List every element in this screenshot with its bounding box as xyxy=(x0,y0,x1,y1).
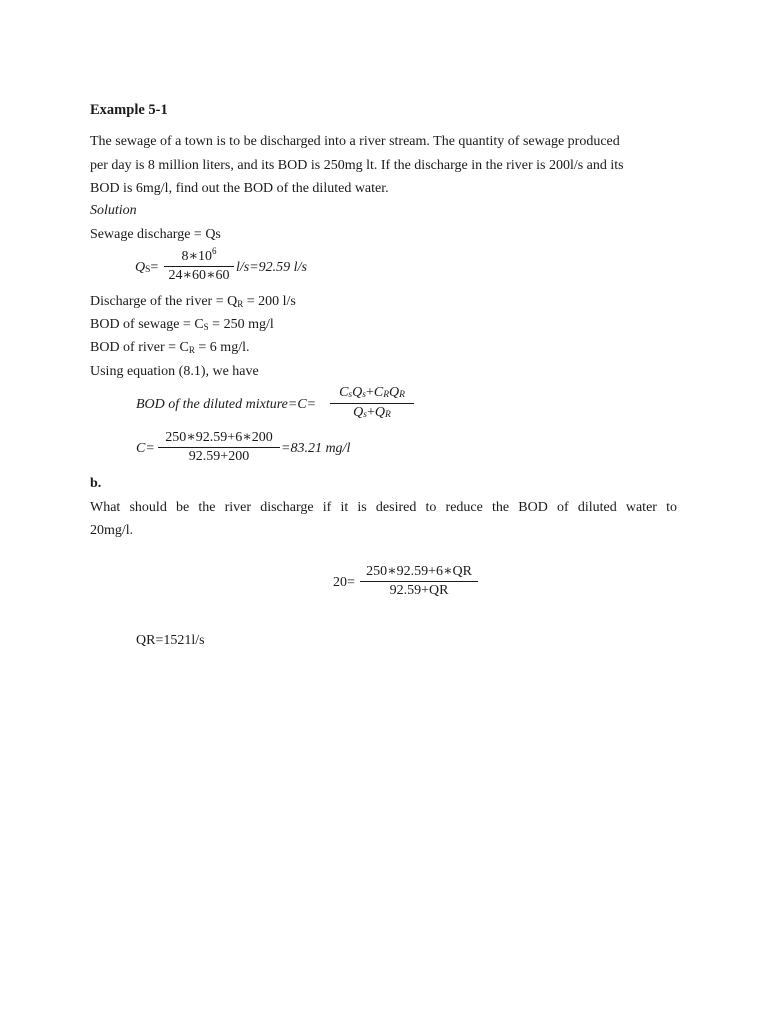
bod-river-line: BOD of river = $C_R = 6$ mg/l. xyxy=(90,340,250,355)
eq-bod-lhs: BOD of the diluted mixture=C= xyxy=(136,397,317,412)
eq-20-denominator: 92.59+QR xyxy=(389,583,449,598)
using-equation-line: Using equation (8.1), we have xyxy=(90,364,259,379)
bod-sewage-line: BOD of sewage = $C_S = 250$ mg/l xyxy=(90,317,274,332)
eq-qs-rhs: l/s=92.59 l/s xyxy=(236,260,307,275)
part-b-label: b. xyxy=(90,476,102,491)
eq-c-fraction xyxy=(158,430,280,465)
eq-bod-denominator: $Q_s+Q_R$ xyxy=(353,405,391,420)
eq-20-numerator: 250∗92.59+6∗QR xyxy=(366,564,472,579)
eq-bod-fraction xyxy=(330,385,414,422)
part-b-line: What should be the river discharge if it is desired to reduce the BOD of diluted water to xyxy=(90,499,677,515)
eq-c-numerator: 250∗92.59+6∗200 xyxy=(165,430,273,445)
eq-c-rhs: =83.21 mg/l xyxy=(281,441,351,456)
eq-c-lhs: C= xyxy=(136,441,155,456)
eq-bod-numerator: $C_sQ_s+C_RQ_R$ xyxy=(339,385,405,400)
part-b-question xyxy=(90,472,677,543)
eq-qs-fraction xyxy=(164,246,234,284)
problem-line: The sewage of a town is to be discharged into a river stream. The quantity of sewage produced xyxy=(90,134,620,149)
example-title: Example 5-1 xyxy=(90,102,168,118)
part-b-line: 20mg/l. xyxy=(90,523,134,538)
eq-20-fraction xyxy=(360,564,478,599)
problem-line: BOD is 6mg/l, find out the BOD of the diluted water. xyxy=(90,181,389,196)
eq-qs-denominator: 24∗60∗60 xyxy=(168,268,230,283)
answer-line: QR=1521l/s xyxy=(136,633,205,648)
problem-statement xyxy=(90,130,677,201)
eq-c-denominator: 92.59+200 xyxy=(188,449,250,464)
eq-20-lhs: 20= xyxy=(333,575,355,590)
solution-label: Solution xyxy=(90,203,137,218)
sewage-discharge-line: Sewage discharge = Qs xyxy=(90,227,221,242)
eq-qs-numerator: $8∗10^6$ xyxy=(181,246,217,264)
eq-qs-lhs: $Q_S=$ xyxy=(135,260,159,275)
problem-line: per day is 8 million liters, and its BOD is 250mg lt. If the discharge in the river is 200l/s and its xyxy=(90,157,624,173)
river-discharge-line: Discharge of the river = $Q_R = 200$ l/s xyxy=(90,294,296,309)
